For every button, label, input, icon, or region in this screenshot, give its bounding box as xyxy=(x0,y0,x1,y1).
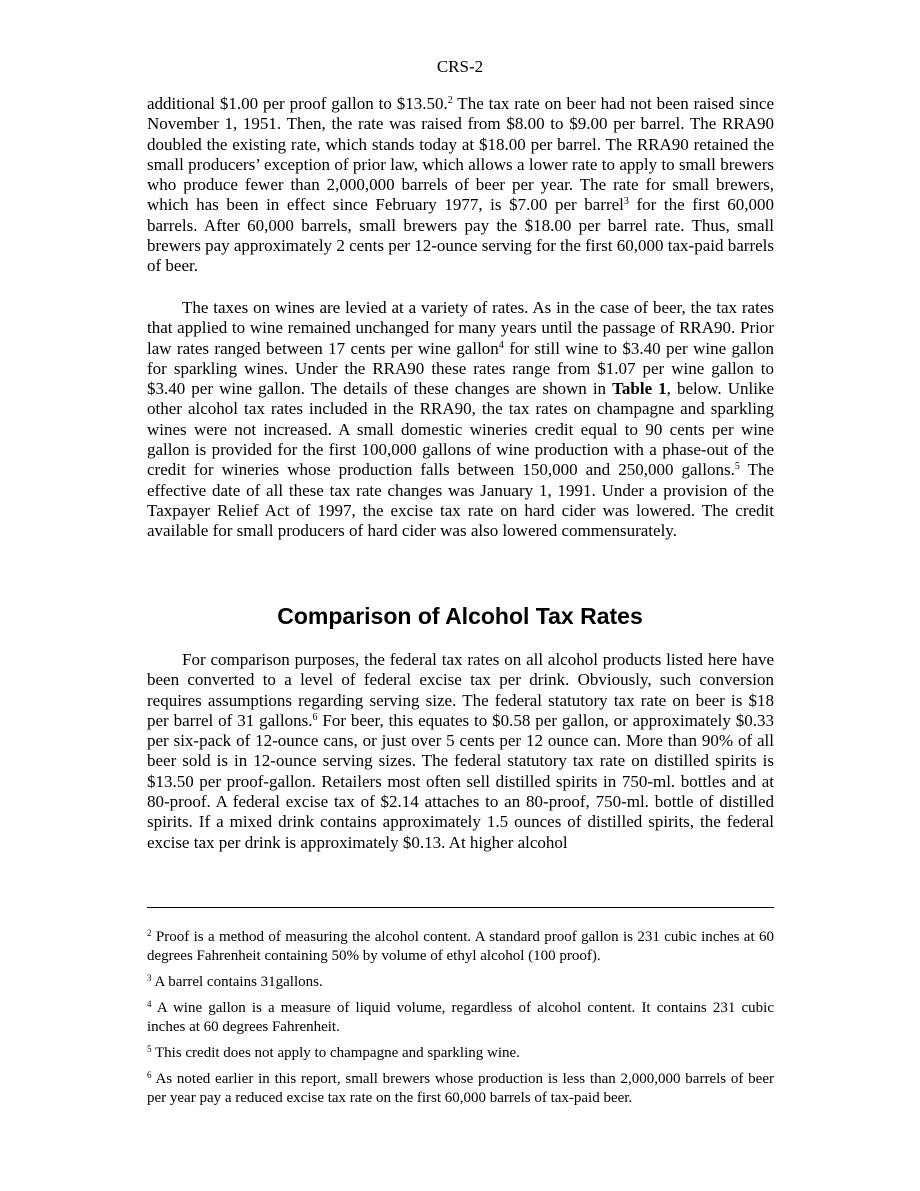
paragraph-text xyxy=(147,298,774,542)
footnote-ref: 6 xyxy=(312,711,318,723)
footnote-text: This credit does not apply to champagne and sparkling wine. xyxy=(154,1045,520,1061)
footnote-ref: 3 xyxy=(623,196,629,208)
text-run: , below. Unlike other alcohol tax rates included in the RRA90, the tax rates on champagne and sparkling wines were not increased. A small domestic wineries credit equal to 90 cents per wine gallon is provided for the first 100,000 gallons of wine production with a phase-out of the credit for wineries whose production falls between 150,000 and 250,000 gallons. xyxy=(147,379,774,480)
text-run: for the first 60,000 barrels. After 60,000 barrels, small brewers pay the $18.00 per barrel rate. Thus, small brewers pay approximately 2 cents per 12-ounce serving for the first 60,000 tax-paid barrels of beer. xyxy=(147,195,775,276)
section-heading: Comparison of Alcohol Tax Rates xyxy=(277,603,643,629)
footnote xyxy=(147,1070,774,1108)
footnote-text: A wine gallon is a measure of liquid volume, regardless of alcohol content. It contains 231 cubic inches at 60 degrees Fahrenheit. xyxy=(147,1000,774,1035)
footnote-ref: 4 xyxy=(498,339,504,351)
text-run: The tax rate on beer had not been raised since November 1, 1951. Then, the rate was raised from $8.00 to $9.00 per barrel. The RRA90 doubled the existing rate, which stands today at $18.00 per barrel. The RRA90 retained the small producers’ exception of prior law, which allows a lower rate to apply to small brewers who produce fewer than 2,000,000 barrels of beer per year. The rate for small brewers, which has been in effect since February 1977, is $7.00 per barrel xyxy=(147,94,774,215)
paragraph-text xyxy=(147,650,774,853)
text-run: For comparison purposes, the federal tax rates on all alcohol products listed here have been converted to a level of federal excise tax per drink. Obviously, such conversion requires assumptions regarding serving size. The federal statutory tax rate on beer is $18 per barrel of 31 gallons. xyxy=(147,650,774,730)
text-run: For beer, this equates to $0.58 per gallon, or approximately $0.33 per six-pack of 12-ounce cans, or just over 5 cents per 12 ounce can. More than 90% of all beer sold is in 12-ounce serving sizes. The federal statutory tax rate on distilled spirits is $13.50 per proof-gallon. Retailers most often sell distilled spirits in 750-ml. bottles and at 80-proof. A federal excise tax of $2.14 attaches to an 80-proof, 750-ml. bottle of distilled spirits. If a mixed drink contains approximately 1.5 ounces of distilled spirits, the federal excise tax per drink is approximately $0.13. At higher alcohol xyxy=(147,710,774,852)
footnote-ref: 2 xyxy=(447,95,453,106)
paragraph-beer-tax xyxy=(147,94,774,277)
footnote-divider xyxy=(147,907,774,908)
footnote-number: 4 xyxy=(147,999,152,1009)
page-header: CRS-2 xyxy=(436,57,484,76)
footnote-text: As noted earlier in this report, small brewers whose production is less than 2,000,000 barrels of beer per year pay a reduced excise tax rate on the first 60,000 barrels of tax-paid beer. xyxy=(147,1071,774,1106)
paragraph-text xyxy=(147,94,774,277)
footnote-number: 5 xyxy=(147,1044,152,1054)
table-reference: Table 1 xyxy=(612,379,667,399)
footnotes xyxy=(147,928,774,1115)
footnote xyxy=(147,1044,774,1063)
footnote-ref: 5 xyxy=(734,461,740,473)
text-run: The effective date of all these tax rate changes was January 1, 1991. Under a provision of the Taxpayer Relief Act of 1997, the excise tax rate on hard cider was lowered. The credit available for small producers of hard cider was also lowered commensurately. xyxy=(147,460,774,541)
footnote xyxy=(147,973,774,992)
paragraph-wine-tax xyxy=(147,298,774,542)
footnote xyxy=(147,928,774,966)
footnote-number: 2 xyxy=(147,928,152,938)
footnote-number: 6 xyxy=(147,1070,152,1080)
text-run: additional $1.00 per proof gallon to $13.50. xyxy=(147,94,448,113)
footnote xyxy=(147,999,774,1037)
text-run: for still wine to $3.40 per wine gallon for sparkling wines. Under the RRA90 these rates range from $1.07 per wine gallon to $3.40 per wine gallon. The details of these changes are shown in xyxy=(147,338,775,399)
footnote-number: 3 xyxy=(147,973,152,983)
paragraph-comparison xyxy=(147,650,774,853)
text-run: The taxes on wines are levied at a variety of rates. As in the case of beer, the tax rates that applied to wine remained unchanged for many years until the passage of RRA90. Prior law rates ranged between 17 cents per wine gallon xyxy=(147,298,774,358)
footnote-text: A barrel contains 31gallons. xyxy=(154,974,323,990)
footnote-text: Proof is a method of measuring the alcohol content. A standard proof gallon is 231 cubic inches at 60 degrees Fahrenheit containing 50% by volume of ethyl alcohol (100 proof). xyxy=(147,929,775,964)
